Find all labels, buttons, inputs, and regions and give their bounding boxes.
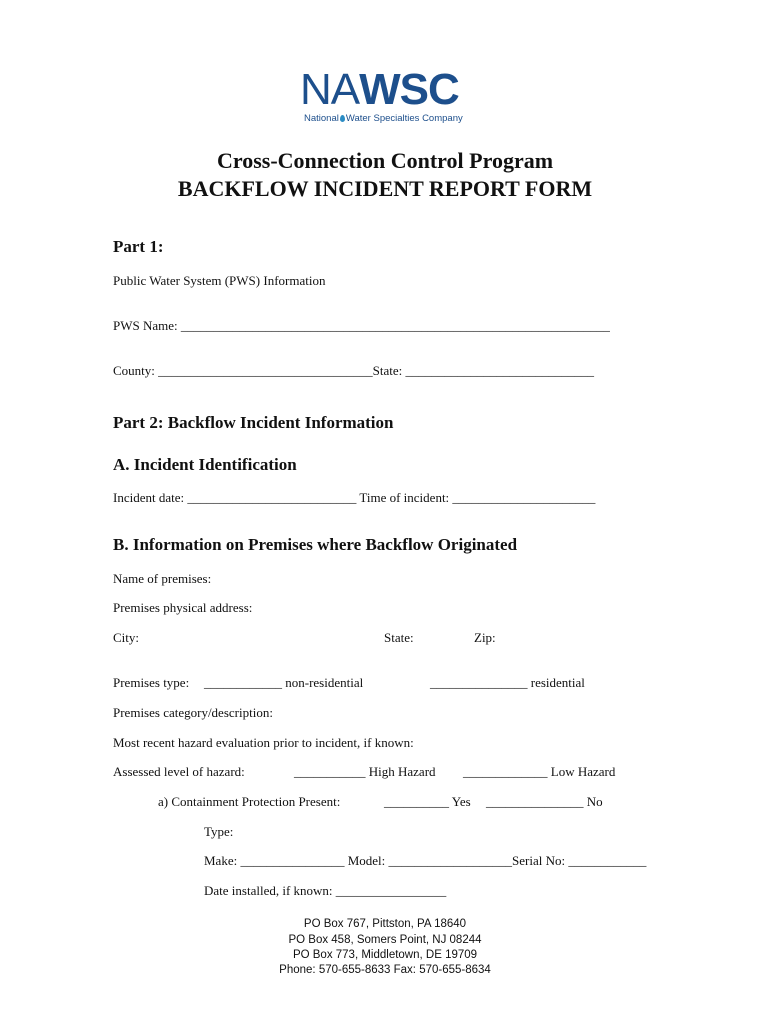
footer-address-3: PO Box 773, Middletown, DE 19709	[292, 949, 478, 961]
high-hazard-option[interactable]: ___________ High Hazard	[294, 764, 436, 779]
make-model-serial-field[interactable]: Make: ________________ Model: ___________________Serial No: ____________	[204, 853, 647, 868]
page-title-program: Cross-Connection Control Program	[216, 148, 554, 173]
pws-name-field[interactable]: PWS Name: __________________________________________________________________	[113, 318, 610, 333]
footer-address-1: PO Box 767, Pittston, PA 18640	[303, 918, 467, 930]
containment-yes-option[interactable]: __________ Yes	[384, 794, 471, 809]
low-hazard-option[interactable]: _____________ Low Hazard	[463, 764, 616, 779]
containment-protection-label: a) Containment Protection Present:	[158, 794, 341, 809]
part1-subheading: Public Water System (PWS) Information	[113, 273, 326, 288]
residential-option[interactable]: _______________ residential	[430, 675, 585, 690]
part1-heading: Part 1:	[113, 237, 164, 256]
containment-no-option[interactable]: _______________ No	[486, 794, 603, 809]
state-label: State:	[384, 630, 414, 645]
premises-type-label: Premises type:	[113, 675, 190, 690]
footer-address-2: PO Box 458, Somers Point, NJ 08244	[288, 934, 482, 946]
name-of-premises-label: Name of premises:	[113, 571, 212, 586]
assessed-hazard-label: Assessed level of hazard:	[113, 764, 245, 779]
section-b-heading: B. Information on Premises where Backflow Originated	[113, 535, 518, 554]
nawsc-logo	[300, 66, 470, 128]
date-installed-field[interactable]: Date installed, if known: _________________	[204, 883, 447, 898]
county-state-field[interactable]: County: _________________________________State: _____________________________	[113, 363, 594, 378]
type-label: Type:	[204, 824, 234, 839]
part2-heading: Part 2: Backflow Incident Information	[113, 413, 394, 432]
section-a-heading: A. Incident Identification	[113, 455, 297, 474]
non-residential-option[interactable]: ____________ non-residential	[204, 675, 364, 690]
premises-category-label: Premises category/description:	[113, 705, 273, 720]
zip-label: Zip:	[474, 630, 496, 645]
page-title-form: BACKFLOW INCIDENT REPORT FORM	[177, 176, 593, 201]
hazard-evaluation-label: Most recent hazard evaluation prior to incident, if known:	[113, 735, 414, 750]
footer-contact: Phone: 570-655-8633 Fax: 570-655-8634	[279, 964, 491, 976]
physical-address-label: Premises physical address:	[113, 600, 253, 615]
incident-date-time-field[interactable]: Incident date: __________________________ Time of incident: ______________________	[113, 490, 596, 505]
water-drop-icon	[340, 115, 345, 122]
logo-wordmark: NAWSC	[300, 65, 459, 114]
logo-subtitle: National Water Specialties Company	[304, 113, 463, 124]
city-label: City:	[113, 630, 140, 645]
